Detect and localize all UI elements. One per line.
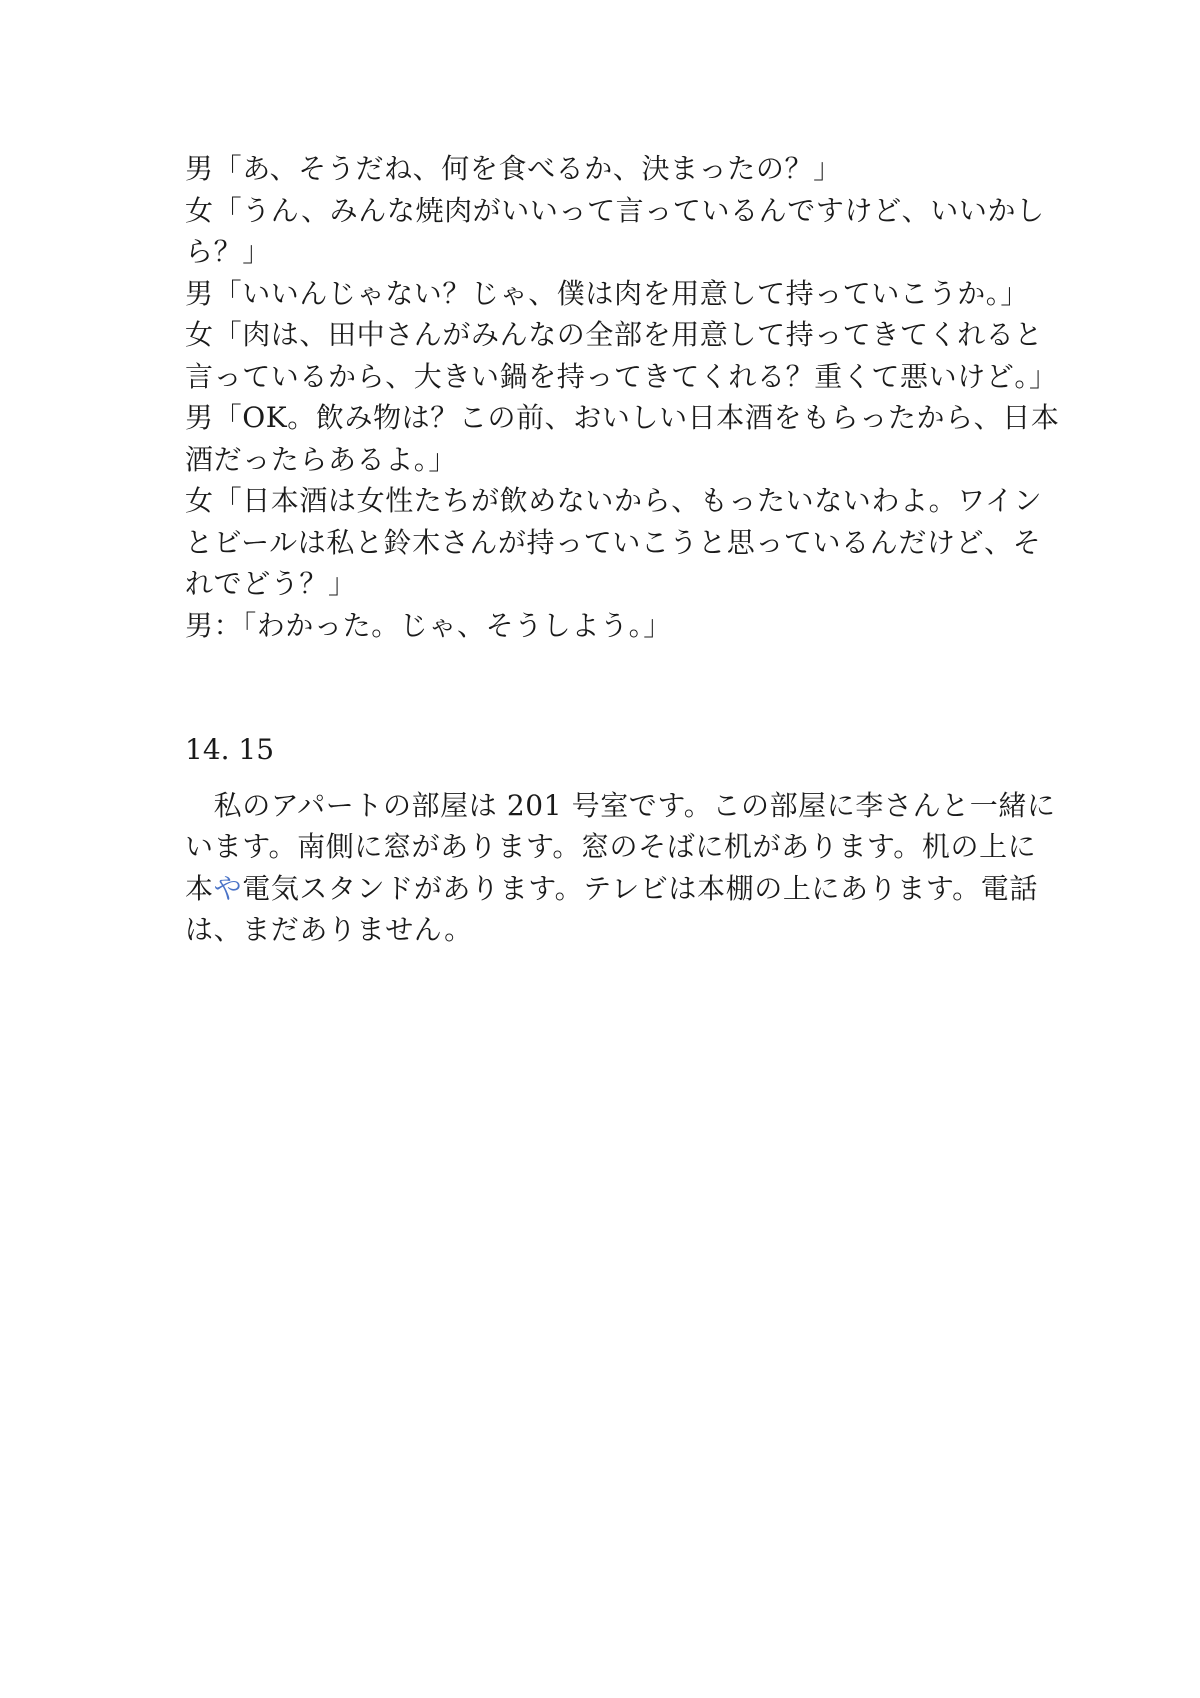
dialogue-line: 男：「わかった。じゃ、そうしよう。」 <box>185 608 672 642</box>
spacer <box>185 646 1025 729</box>
section-number: 14. 15 <box>185 733 275 766</box>
dialogue-line: 男「いいんじゃない？じゃ、僕は肉を用意して持っていこうか。」 <box>185 276 1030 310</box>
paragraph-line: は、まだありません。 <box>185 913 473 946</box>
dialogue-line: 男「OK。飲み物は？この前、おいしい日本酒をもらったから、日本 <box>185 401 1060 434</box>
dialogue-line: 女「肉は、田中さんがみんなの全部を用意して持ってきてくれると <box>185 318 1044 351</box>
dialogue-line: 男「あ、そうだね、何を食べるか、決まったの？」 <box>185 152 842 185</box>
paragraph-text: 本 <box>185 871 214 905</box>
paragraph-text: 電気スタンドがあります。テレビは本棚の上にあります。電話 <box>242 871 1038 905</box>
document-page <box>185 148 1060 951</box>
paragraph-line: 私のアパートの部屋は 201 号室です。この部屋に李さんと一緒に <box>185 788 1056 822</box>
paragraph-line <box>185 868 1038 910</box>
highlighted-text: や <box>213 871 243 905</box>
spacer <box>185 771 1025 785</box>
dialogue-line: 言っているから、大きい鍋を持ってきてくれる？重くて悪いけど。」 <box>185 359 1058 393</box>
dialogue-line: 女「うん、みんな焼肉がいいって言っているんですけど、いいかし <box>185 193 1045 227</box>
section-paragraph <box>185 785 1056 951</box>
dialogue-block <box>185 148 1060 646</box>
dialogue-line: れでどう？」 <box>185 567 357 600</box>
paragraph-line: います。南側に窓があります。窓のそばに机があります。机の上に <box>185 830 1037 863</box>
dialogue-line: 酒だったらあるよ。」 <box>185 442 458 476</box>
dialogue-line: ら？」 <box>185 235 271 268</box>
dialogue-line: とビールは私と鈴木さんが持っていこうと思っているんだけど、そ <box>185 525 1042 559</box>
dialogue-line: 女「日本酒は女性たちが飲めないから、もったいないわよ。ワイン <box>185 484 1043 517</box>
